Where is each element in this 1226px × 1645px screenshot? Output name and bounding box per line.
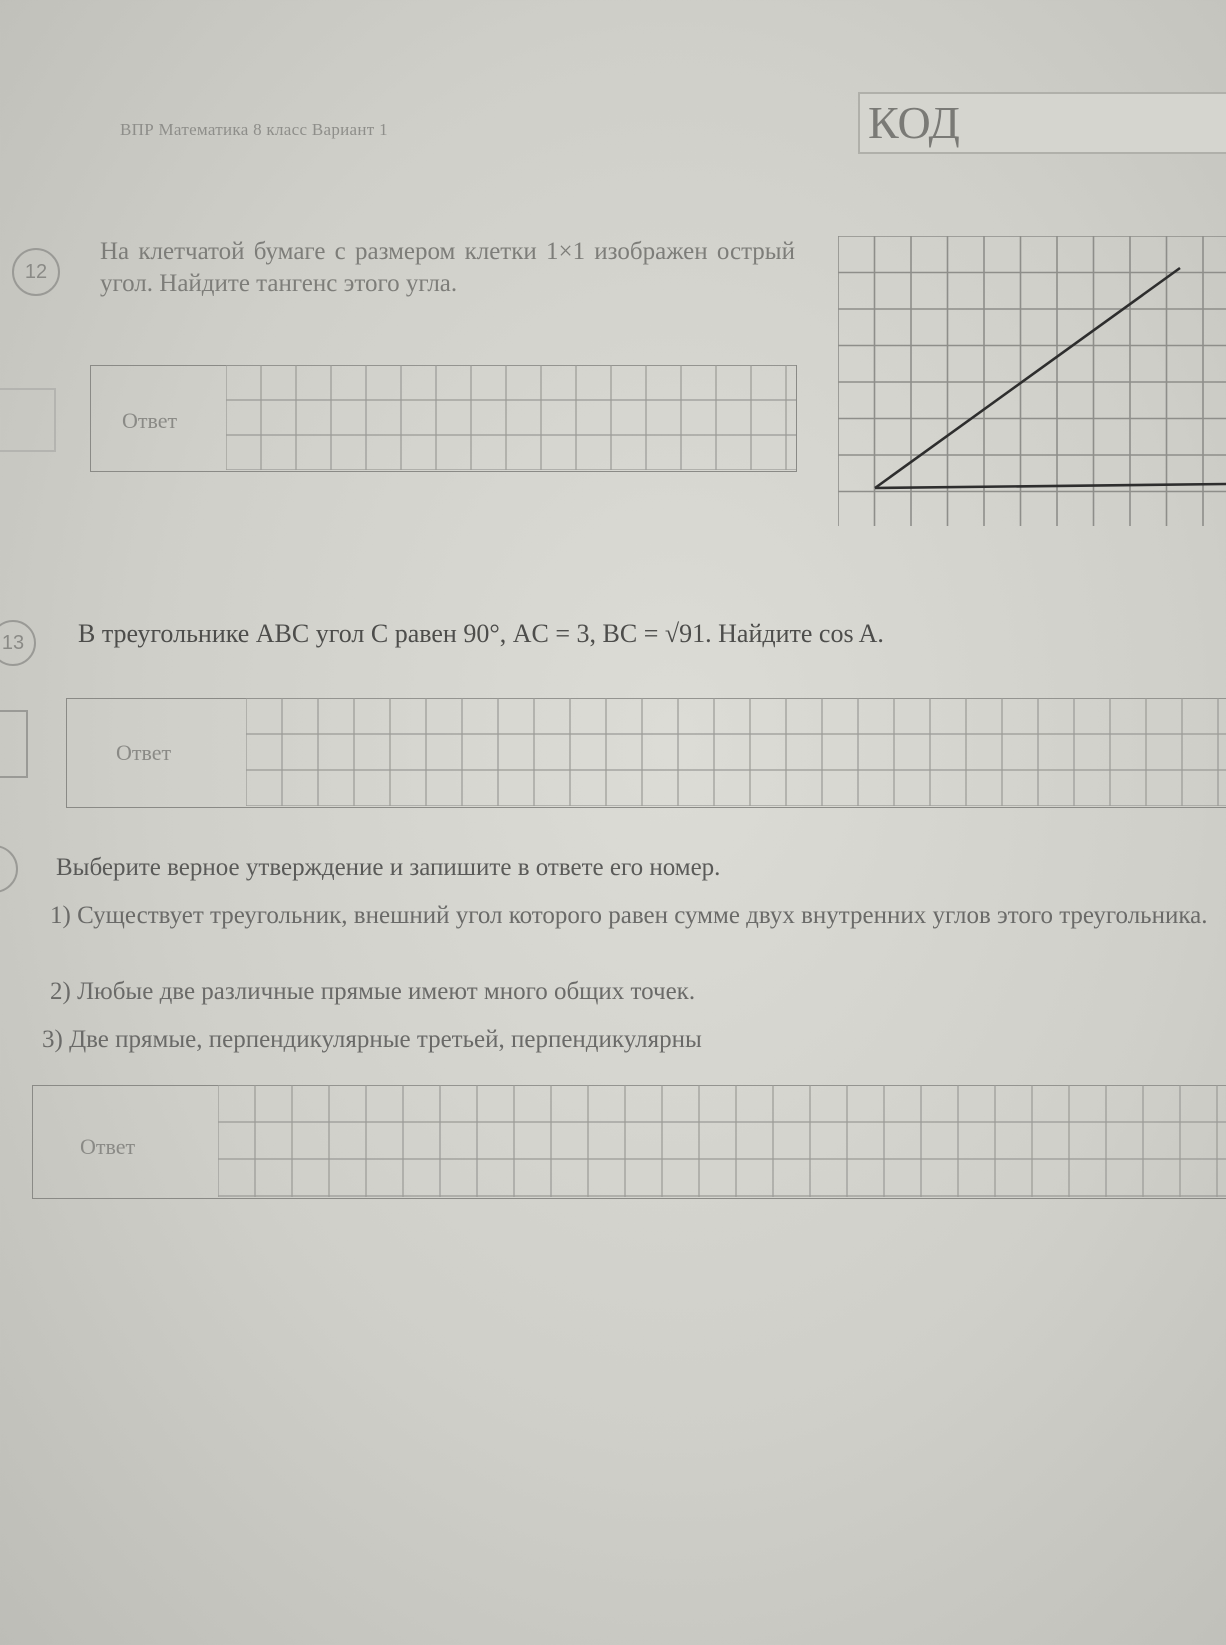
task14-answer-grid xyxy=(218,1085,1226,1197)
code-label: КОД xyxy=(868,97,960,148)
task14-option-2: 2) Любые две различные прямые имеют много общих точек. xyxy=(50,978,696,1005)
task13-answer-grid xyxy=(246,698,1226,806)
task14-answer-label: Ответ xyxy=(80,1134,136,1159)
task14-number-circle xyxy=(0,845,18,893)
page-header: ВПР Математика 8 класс Вариант 1 xyxy=(120,120,388,139)
task14-instruction: Выберите верное утверждение и запишите в ответе его номер. xyxy=(56,854,721,881)
task12-text: На клетчатой бумаге с размером клетки 1×1 изображен острый угол. Найдите тангенс этого угла. xyxy=(100,238,795,297)
task12-check-box xyxy=(0,388,56,452)
angle-ray-horizontal xyxy=(875,484,1226,488)
task13-number: 13 xyxy=(0,620,36,666)
task12-answer-grid xyxy=(226,365,796,470)
task13-text: В треугольнике ABC угол C равен 90°, AC = 3, BC = √91. Найдите cos A. xyxy=(78,619,884,648)
task13-check-box xyxy=(0,710,28,778)
task14-option-1: 1) Существует треугольник, внешний угол которого равен сумме двух внутренних углов этого треугольника. xyxy=(50,902,1208,929)
task12-figure-grid xyxy=(838,236,1226,526)
task13-answer-label: Ответ xyxy=(116,740,172,765)
task12-number: 12 xyxy=(12,248,60,296)
task14-option-3: 3) Две прямые, перпендикулярные третьей, перпендикулярны xyxy=(42,1026,702,1053)
task12-answer-label: Ответ xyxy=(122,408,178,433)
